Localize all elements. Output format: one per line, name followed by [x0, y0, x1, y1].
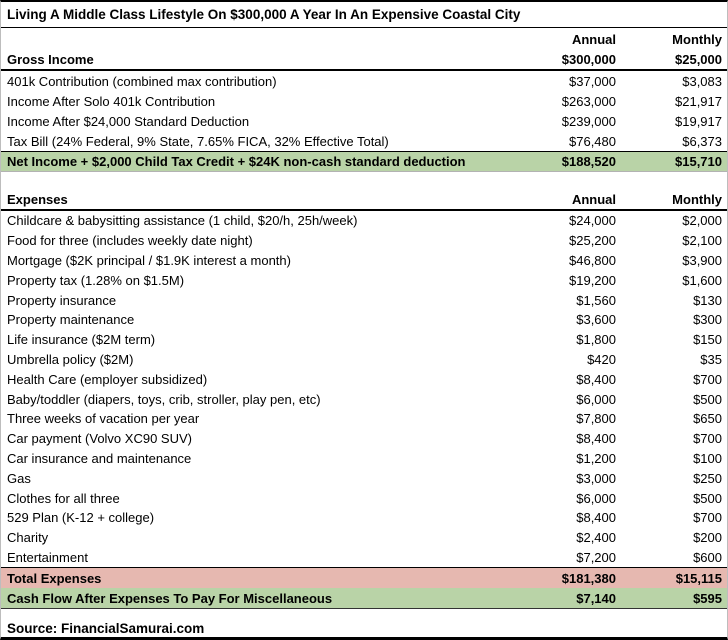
expense-annual: $25,200 — [569, 233, 616, 249]
income-row — [1, 91, 727, 111]
expense-annual: $1,800 — [576, 332, 616, 348]
expense-annual: $1,560 — [576, 292, 616, 308]
spacer-row — [1, 172, 727, 190]
income-monthly: $21,917 — [675, 93, 722, 109]
income-label: Income After $24,000 Standard Deduction — [7, 113, 250, 129]
cash-flow-label: Cash Flow After Expenses To Pay For Miscellaneous — [7, 590, 333, 606]
expense-annual: $24,000 — [569, 213, 616, 229]
expense-row — [1, 310, 727, 330]
expense-row — [1, 211, 727, 231]
expense-annual: $8,400 — [576, 431, 616, 447]
income-monthly: $6,373 — [682, 133, 722, 149]
expense-row — [1, 449, 727, 469]
total-expenses-monthly: $15,115 — [675, 570, 722, 586]
expense-label: Umbrella policy ($2M) — [7, 351, 134, 367]
income-row — [1, 71, 727, 91]
expense-label: Gas — [7, 470, 31, 486]
spacer-row — [1, 609, 727, 618]
gross-income-annual: $300,000 — [561, 52, 616, 67]
expense-label: Charity — [7, 530, 49, 546]
expense-monthly: $250 — [693, 470, 722, 486]
expense-monthly: $600 — [693, 549, 722, 565]
expense-label: 529 Plan (K-12 + college) — [7, 510, 155, 526]
income-monthly: $19,917 — [675, 113, 722, 129]
net-income-row — [1, 151, 727, 172]
expense-annual: $19,200 — [569, 272, 616, 288]
expense-annual: $1,200 — [576, 450, 616, 466]
expense-monthly: $500 — [693, 490, 722, 506]
expense-row — [1, 548, 727, 568]
column-header-annual: Annual — [571, 192, 616, 207]
net-income-label: Net Income + $2,000 Child Tax Credit + $24K non-cash standard deduction — [7, 154, 466, 169]
total-expenses-row — [1, 567, 727, 588]
total-expenses-label: Total Expenses — [7, 570, 102, 586]
expense-monthly: $35 — [700, 351, 722, 367]
expense-monthly: $700 — [693, 431, 722, 447]
expense-row — [1, 330, 727, 350]
expense-annual: $6,000 — [576, 490, 616, 506]
expense-row — [1, 251, 727, 271]
expense-annual: $3,000 — [576, 470, 616, 486]
gross-income-monthly: $25,000 — [675, 52, 722, 67]
expense-monthly: $150 — [693, 332, 722, 348]
expense-annual: $46,800 — [569, 252, 616, 268]
expense-label: Property insurance — [7, 292, 117, 308]
income-label: Tax Bill (24% Federal, 9% State, 7.65% FICA, 32% Effective Total) — [7, 133, 389, 149]
income-annual: $239,000 — [561, 113, 616, 129]
expense-annual: $2,400 — [576, 530, 616, 546]
expense-row — [1, 508, 727, 528]
source-credit: Source: FinancialSamurai.com — [7, 621, 205, 637]
expense-row — [1, 528, 727, 548]
expense-label: Life insurance ($2M term) — [7, 332, 156, 348]
cash-flow-annual: $7,140 — [576, 590, 616, 606]
expenses-header-row — [1, 190, 727, 211]
expense-monthly: $650 — [693, 411, 722, 427]
column-header-monthly: Monthly — [672, 192, 722, 207]
expense-monthly: $2,100 — [682, 233, 722, 249]
income-monthly: $3,083 — [682, 73, 722, 89]
expense-monthly: $1,600 — [682, 272, 722, 288]
expense-row — [1, 270, 727, 290]
expense-annual: $7,800 — [576, 411, 616, 427]
expense-label: Three weeks of vacation per year — [7, 411, 200, 427]
expense-row — [1, 231, 727, 251]
expense-monthly: $100 — [693, 450, 722, 466]
expense-monthly: $3,900 — [682, 252, 722, 268]
expense-row — [1, 290, 727, 310]
expense-label: Property tax (1.28% on $1.5M) — [7, 272, 185, 288]
expense-annual: $8,400 — [576, 510, 616, 526]
column-header-monthly: Monthly — [672, 31, 722, 47]
expense-monthly: $200 — [693, 530, 722, 546]
income-annual: $263,000 — [561, 93, 616, 109]
expense-row — [1, 468, 727, 488]
income-header-row — [1, 28, 727, 50]
expense-row — [1, 389, 727, 409]
net-income-annual: $188,520 — [561, 154, 616, 169]
table-title-row — [1, 2, 727, 28]
expense-annual: $8,400 — [576, 371, 616, 387]
expense-label: Mortgage ($2K principal / $1.9K interest a month) — [7, 252, 291, 268]
expense-row — [1, 369, 727, 389]
gross-income-label: Gross Income — [7, 52, 94, 67]
expense-annual: $6,000 — [576, 391, 616, 407]
expense-row — [1, 429, 727, 449]
column-header-annual: Annual — [571, 31, 616, 47]
expense-label: Car payment (Volvo XC90 SUV) — [7, 431, 192, 447]
income-label: Income After Solo 401k Contribution — [7, 93, 216, 109]
expense-monthly: $500 — [693, 391, 722, 407]
income-annual: $76,480 — [569, 133, 616, 149]
income-row — [1, 131, 727, 151]
expense-annual: $3,600 — [576, 312, 616, 328]
page-title: Living A Middle Class Lifestyle On $300,000 A Year In An Expensive Coastal City — [7, 7, 521, 22]
cash-flow-row — [1, 588, 727, 609]
income-annual: $37,000 — [569, 73, 616, 89]
expense-monthly: $300 — [693, 312, 722, 328]
expense-label: Childcare & babysitting assistance (1 child, $20/h, 25h/week) — [7, 213, 358, 229]
expense-label: Car insurance and maintenance — [7, 450, 192, 466]
expense-label: Clothes for all three — [7, 490, 120, 506]
expense-annual: $420 — [587, 351, 616, 367]
expense-row — [1, 409, 727, 429]
gross-income-row — [1, 50, 727, 71]
net-income-monthly: $15,710 — [675, 154, 722, 169]
expense-label: Entertainment — [7, 549, 88, 565]
expense-row — [1, 488, 727, 508]
expense-monthly: $700 — [693, 510, 722, 526]
expense-row — [1, 350, 727, 370]
expense-monthly: $130 — [693, 292, 722, 308]
income-row — [1, 111, 727, 131]
source-row — [1, 618, 727, 639]
cash-flow-monthly: $595 — [693, 590, 722, 606]
expenses-section-label: Expenses — [7, 192, 68, 207]
expense-monthly: $700 — [693, 371, 722, 387]
expense-label: Health Care (employer subsidized) — [7, 371, 208, 387]
total-expenses-annual: $181,380 — [561, 570, 616, 586]
expense-monthly: $2,000 — [682, 213, 722, 229]
expense-label: Food for three (includes weekly date night) — [7, 233, 253, 249]
expense-label: Property maintenance — [7, 312, 135, 328]
expense-label: Baby/toddler (diapers, toys, crib, stroller, play pen, etc) — [7, 391, 321, 407]
income-label: 401k Contribution (combined max contribution) — [7, 73, 277, 89]
expense-annual: $7,200 — [576, 549, 616, 565]
